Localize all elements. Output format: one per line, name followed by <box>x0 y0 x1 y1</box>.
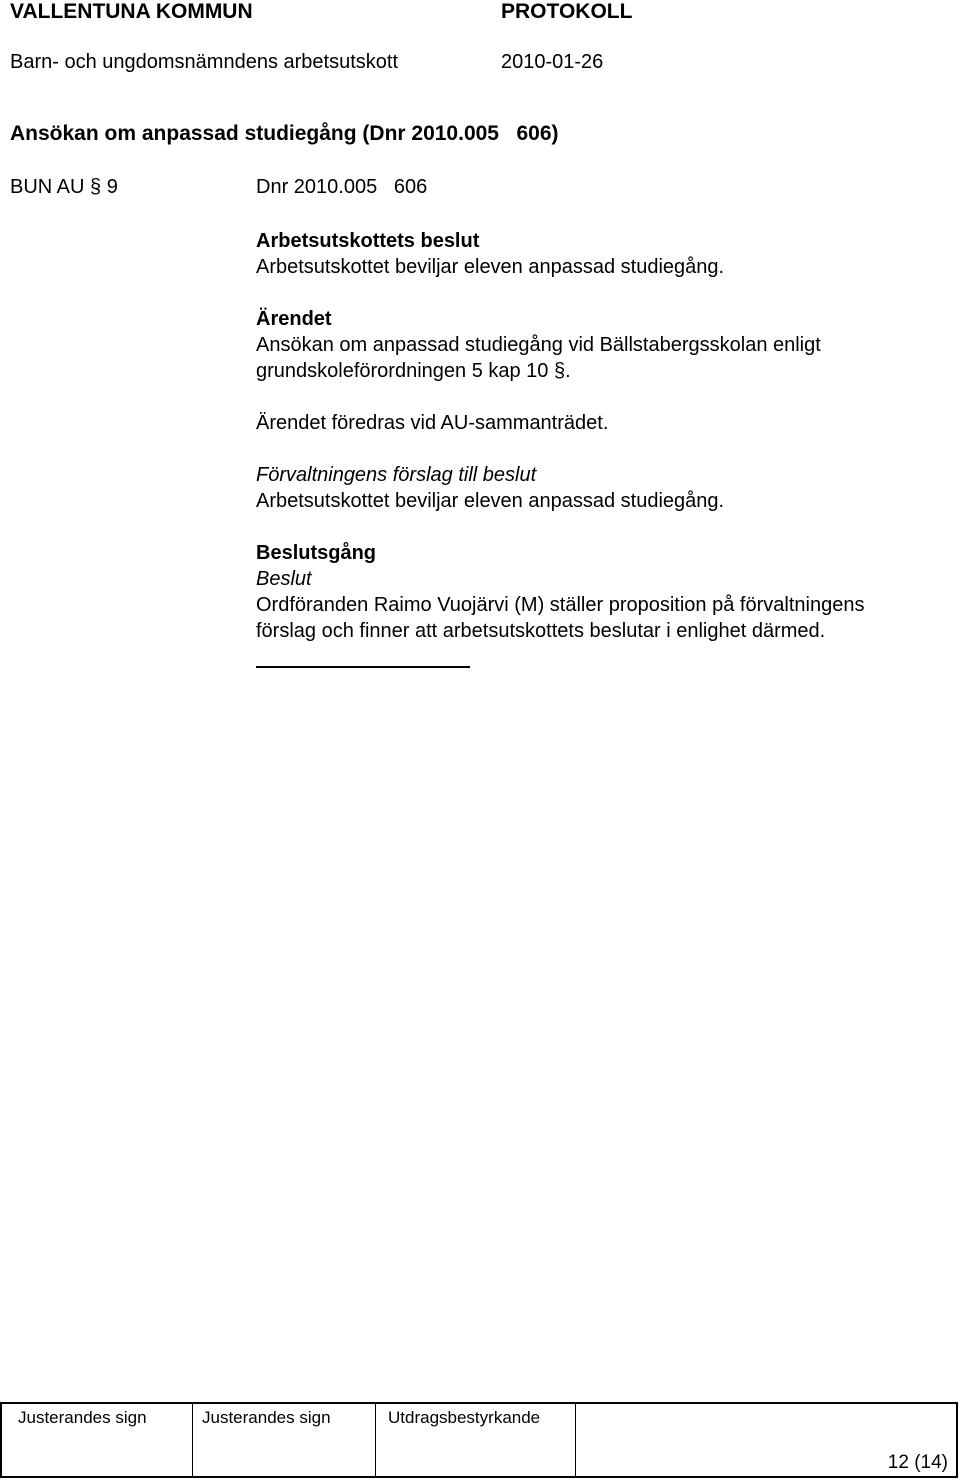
matter-line-1: Ansökan om anpassad studiegång vid Bällstabergsskolan enligt <box>256 334 821 356</box>
signature-footer <box>0 1402 958 1478</box>
footer-divider <box>375 1404 376 1478</box>
decision-heading: Arbetsutskottets beslut <box>256 230 480 252</box>
document-type: PROTOKOLL <box>501 0 633 23</box>
extract-label: Utdragsbestyrkande <box>388 1408 541 1427</box>
org-name: VALLENTUNA KOMMUN <box>10 0 253 23</box>
committee-name: Barn- och ungdomsnämndens arbetsutskott <box>10 51 398 73</box>
meeting-date: 2010-01-26 <box>501 51 604 73</box>
proposal-heading: Förvaltningens förslag till beslut <box>256 464 537 486</box>
page-number: 12 (14) <box>887 1452 948 1473</box>
case-dnr: Dnr 2010.005 606 <box>256 176 428 198</box>
process-heading: Beslutsgång <box>256 542 377 564</box>
paragraph-number: BUN AU § 9 <box>10 176 118 198</box>
process-line-1: Ordföranden Raimo Vuojärvi (M) ställer proposition på förvaltningens <box>256 594 865 616</box>
sign-label-2: Justerandes sign <box>202 1408 331 1427</box>
proposal-text: Arbetsutskottet beviljar eleven anpassad studiegång. <box>256 490 725 512</box>
case-title: Ansökan om anpassad studiegång (Dnr 2010.005 606) <box>10 122 559 145</box>
section-end-rule <box>256 666 470 668</box>
footer-divider <box>575 1404 576 1478</box>
decision-text: Arbetsutskottet beviljar eleven anpassad studiegång. <box>256 256 725 278</box>
matter-presented: Ärendet föredras vid AU-sammanträdet. <box>256 412 609 434</box>
footer-divider <box>192 1404 193 1478</box>
process-line-2: förslag och finner att arbetsutskottets beslutar i enlighet därmed. <box>256 620 826 642</box>
matter-line-2: grundskoleförordningen 5 kap 10 §. <box>256 360 571 382</box>
process-subheading: Beslut <box>256 568 312 590</box>
matter-heading: Ärendet <box>256 308 332 330</box>
sign-label-1: Justerandes sign <box>18 1408 147 1427</box>
